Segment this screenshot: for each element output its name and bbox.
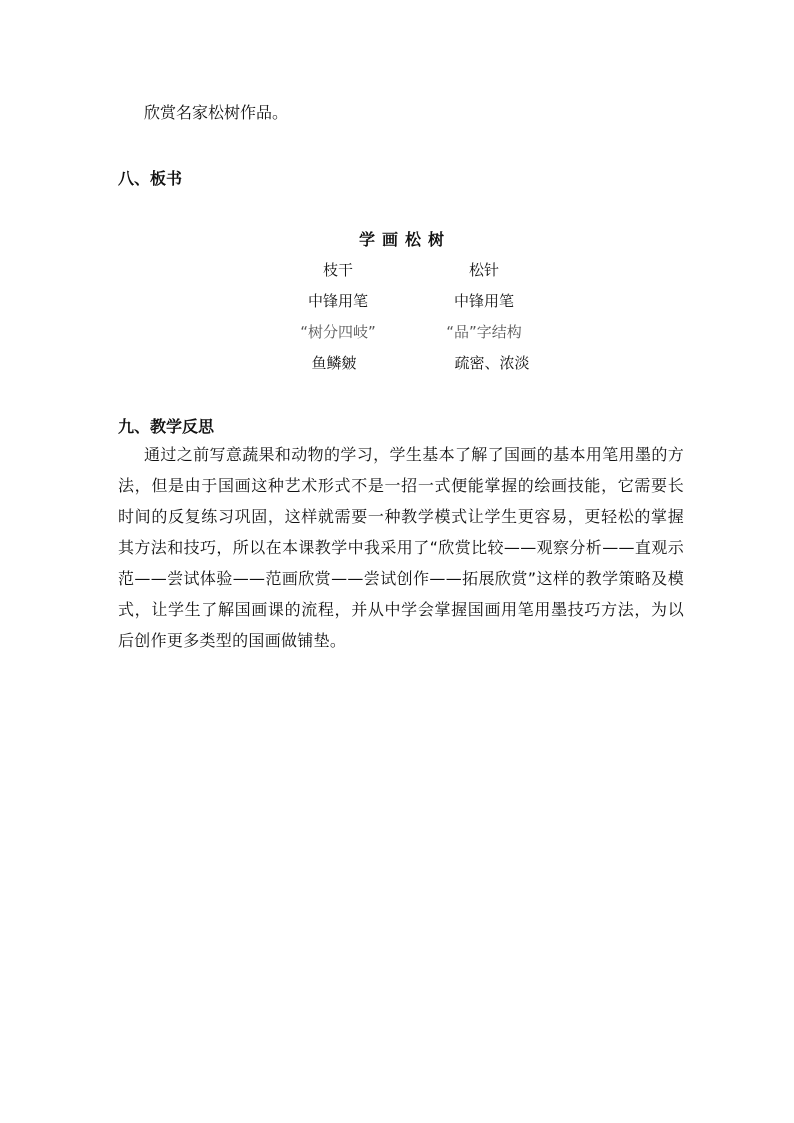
board-row-4-right: 疏密、浓淡 xyxy=(454,354,530,372)
board-row-2-right: 中锋用笔 xyxy=(453,292,514,310)
board-row-1-left: 枝干 xyxy=(322,261,353,279)
board-row-4-left: 鱼鳞皴 xyxy=(311,354,357,372)
board-row-3-left: “树分四岐” xyxy=(300,323,376,341)
intro-line: 欣赏名家松树作品。 xyxy=(144,103,289,122)
reflection-paragraph: 通过之前写意蔬果和动物的学习，学生基本了解了国画的基本用笔用墨的方法，但是由于国画这种艺术形式不是一招一式便能掌握的绘画技能，它需要长时间的反复练习巩固，这样就需要一种教学模式让学生更容易，更轻松的掌握其方法和技巧，所以在本课教学中我采用了“欣赏比较——观察分析——直观示范——尝试体验——范画欣赏——尝试创作——拓展欣赏”这样的教学策略及模式，让学生了解国画课的流程，并从中学会掌握国画用笔用墨技巧方法，为以后创作更多类型的国画做铺垫。 xyxy=(118,445,684,650)
board-row-1-right: 松针 xyxy=(468,261,499,279)
board-row-3-right: “品”字结构 xyxy=(446,323,522,341)
board-title: 学画松树 xyxy=(359,230,452,249)
section-8-heading: 八、板书 xyxy=(118,169,183,188)
section-9-heading: 九、教学反思 xyxy=(118,417,215,436)
board-row-2-left: 中锋用笔 xyxy=(307,292,368,310)
